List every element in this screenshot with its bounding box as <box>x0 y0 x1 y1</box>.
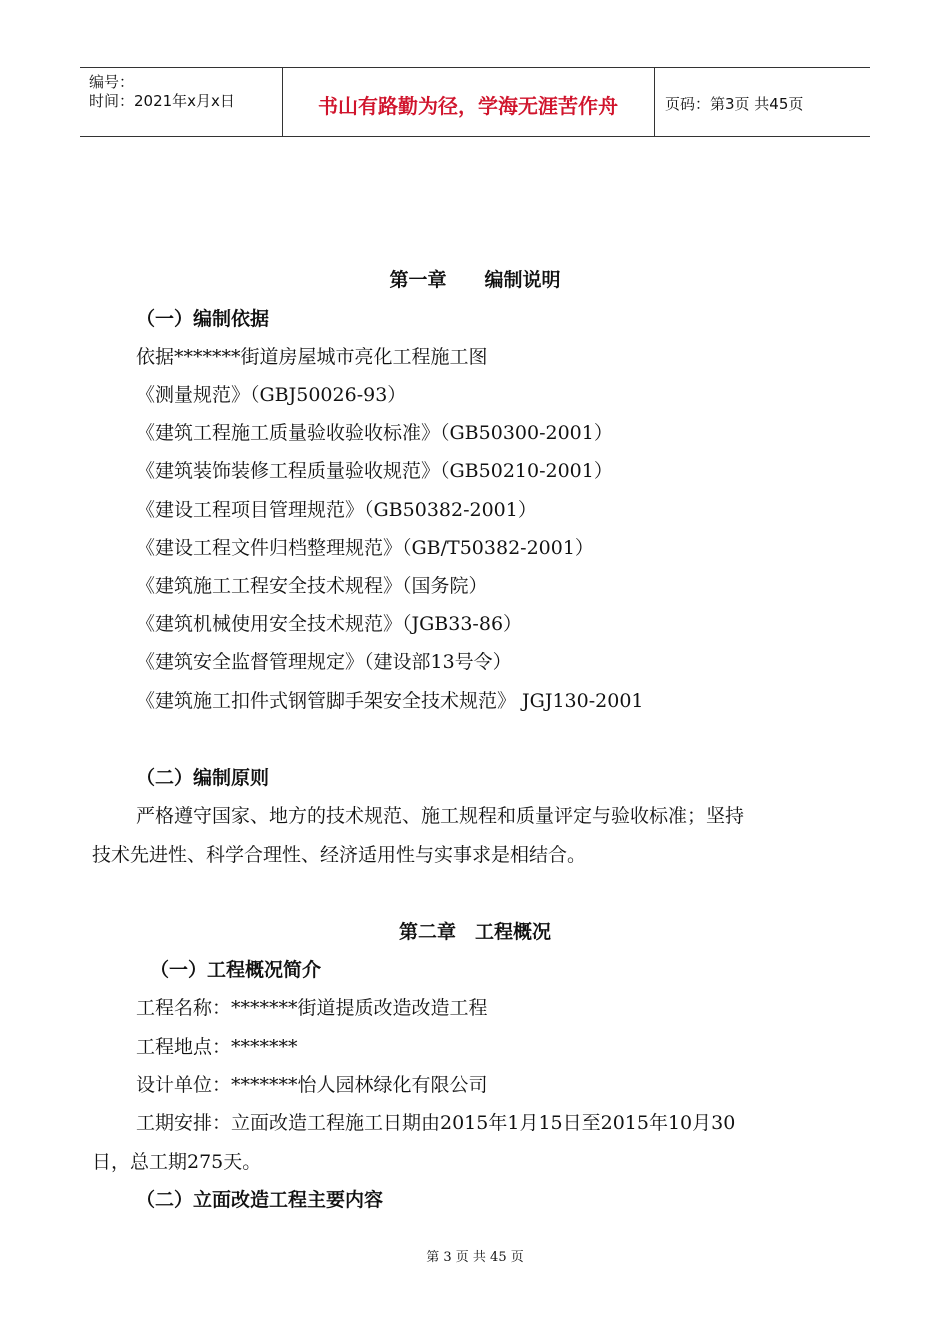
chapter1-section1-title: （一）编制依据 <box>136 308 270 330</box>
document-number: 编号： <box>89 73 135 91</box>
basis-item: 《建筑施工扣件式钢管脚手架安全技术规范》 JGJ130-2001 <box>136 690 644 712</box>
basis-item: 《建设工程文件归档整理规范》（GB/T50382-2001） <box>136 537 594 559</box>
schedule-line2: 日，总工期275天。 <box>92 1151 262 1173</box>
basis-item: 《建设工程项目管理规范》（GB50382-2001） <box>136 499 537 521</box>
header-page-info: 页码：第3页 共45页 <box>665 95 804 113</box>
basis-item: 《测量规范》（GBJ50026-93） <box>136 384 407 406</box>
header-motto-cell <box>282 68 655 136</box>
chapter2-section2-title: （二）立面改造工程主要内容 <box>136 1189 384 1211</box>
chapter2-section1-title: （一）工程概况简介 <box>150 959 322 981</box>
basis-item: 《建筑安全监督管理规定》（建设部13号令） <box>136 651 512 673</box>
basis-item: 《建筑装饰装修工程质量验收规范》（GB50210-2001） <box>136 460 613 482</box>
header-motto: 书山有路勤为径，学海无涯苦作舟 <box>318 94 618 118</box>
chapter2-title: 第二章 工程概况 <box>398 921 551 943</box>
page-footer: 第 3 页 共 45 页 <box>426 1250 524 1265</box>
basis-item: 依据*******街道房屋城市亮化工程施工图 <box>136 346 488 368</box>
basis-item: 《建筑施工工程安全技术规程》（国务院） <box>136 575 488 597</box>
principle-text-line1: 严格遵守国家、地方的技术规范、施工规程和质量评定与验收标准；坚持 <box>136 805 745 827</box>
chapter1-section2-title: （二）编制原则 <box>136 767 270 789</box>
header-page-cell <box>656 68 870 136</box>
schedule-line1: 工期安排：立面改造工程施工日期由2015年1月15日至2015年10月30 <box>136 1112 736 1134</box>
basis-item: 《建筑机械使用安全技术规范》（JGB33-86） <box>136 613 523 635</box>
chapter1-title: 第一章 编制说明 <box>389 269 561 291</box>
page-header <box>80 67 870 137</box>
project-name: 工程名称：*******街道提质改造改造工程 <box>136 997 488 1019</box>
basis-item: 《建筑工程施工质量验收验收标准》（GB50300-2001） <box>136 422 613 444</box>
document-time: 时间：2021年x月x日 <box>89 92 235 110</box>
project-site: 工程地点：******* <box>136 1036 298 1058</box>
header-meta-cell <box>80 68 283 136</box>
design-unit: 设计单位：*******怡人园林绿化有限公司 <box>136 1074 488 1096</box>
principle-text-line2: 技术先进性、科学合理性、经济适用性与实事求是相结合。 <box>92 844 587 866</box>
